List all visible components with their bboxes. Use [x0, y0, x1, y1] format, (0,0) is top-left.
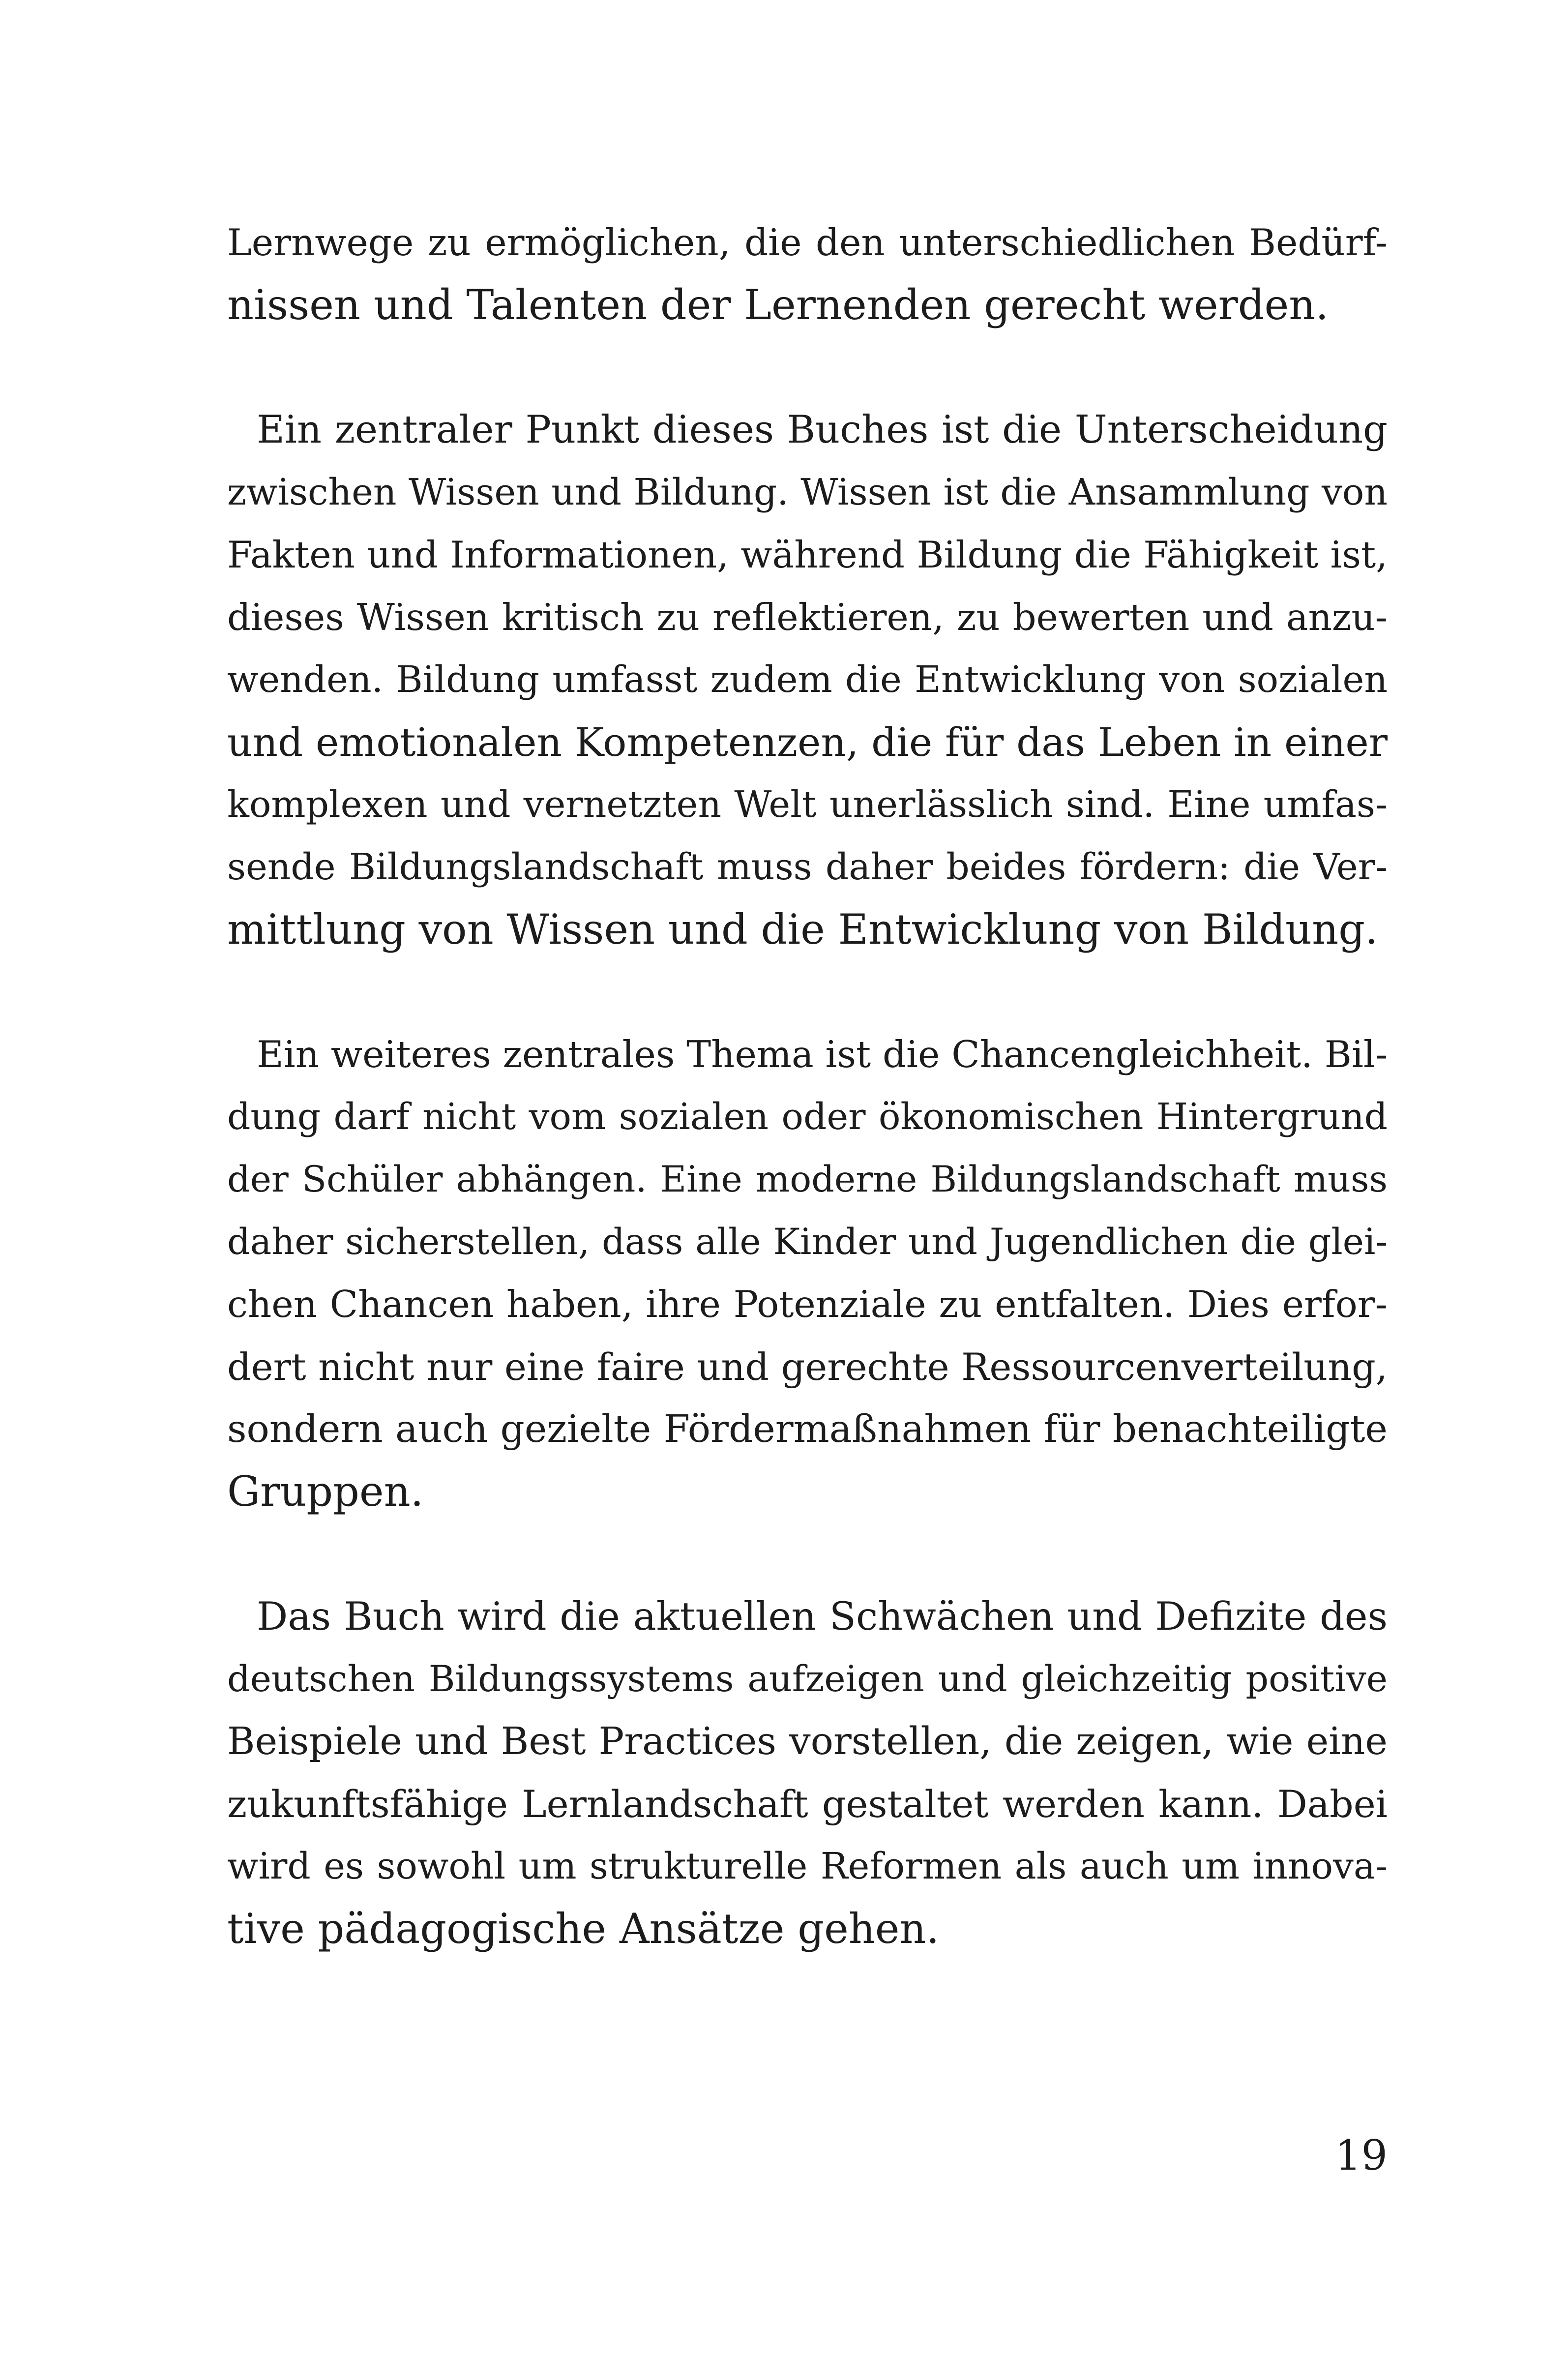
text-line: und emotionalen Kompetenzen, die für das Leben in einer: [227, 719, 1388, 765]
text-line: wird es sowohl um strukturelle Reformen als auch um innova-: [227, 1845, 1388, 1887]
text-line: dung darf nicht vom sozialen oder ökonomischen Hintergrund: [227, 1096, 1388, 1138]
text-line: mittlung von Wissen und die Entwicklung von Bildung.: [227, 905, 1378, 954]
text-line: deutschen Bildungssystems aufzeigen und gleichzeitig positive: [227, 1658, 1388, 1700]
text-line: chen Chancen haben, ihre Potenziale zu entfalten. Dies erfor-: [227, 1283, 1388, 1326]
text-line: Ein zentraler Punkt dieses Buches ist die Unterscheidung: [257, 408, 1388, 452]
text-line: komplexen und vernetzten Welt unerlässlich sind. Eine umfas-: [227, 783, 1388, 826]
page-number: 19: [1335, 2131, 1388, 2179]
text-line: Fakten und Informationen, während Bildung die Fähigkeit ist,: [227, 533, 1388, 576]
body-text: [227, 211, 1388, 1960]
paragraph: [227, 211, 1388, 336]
paragraph-gap: [227, 1523, 1388, 1585]
text-line: der Schüler abhängen. Eine moderne Bildungslandschaft muss: [227, 1159, 1388, 1200]
text-line: sondern auch gezielte Fördermaßnahmen für benachteiligte: [227, 1407, 1388, 1451]
paragraph-gap: [227, 961, 1388, 1023]
text-line: tive pädagogische Ansätze gehen.: [227, 1905, 940, 1953]
text-line: Ein weiteres zentrales Thema ist die Chancengleichheit. Bil-: [257, 1033, 1388, 1076]
paragraph: [227, 1023, 1388, 1523]
text-line: Beispiele und Best Practices vorstellen, die zeigen, wie eine: [227, 1720, 1388, 1763]
text-line: nissen und Talenten der Lernenden gerecht werden.: [227, 281, 1329, 329]
text-line: Gruppen.: [227, 1467, 424, 1516]
text-line: daher sicherstellen, dass alle Kinder und Jugendlichen die glei-: [227, 1221, 1388, 1263]
text-line: zwischen Wissen und Bildung. Wissen ist die Ansammlung von: [227, 471, 1388, 513]
text-line: sende Bildungslandschaft muss daher beides fördern: die Ver-: [227, 846, 1388, 888]
text-line: Das Buch wird die aktuellen Schwächen und Defizite des: [257, 1594, 1388, 1639]
text-line: dert nicht nur eine faire und gerechte Ressourcenverteilung,: [227, 1345, 1388, 1389]
text-line: zukunftsfähige Lernlandschaft gestaltet werden kann. Dabei: [227, 1782, 1388, 1826]
text-line: Lernwege zu ermöglichen, die den unterschiedlichen Bedürf-: [227, 221, 1388, 264]
paragraph: [227, 1585, 1388, 1960]
paragraph: [227, 399, 1388, 961]
paragraph-gap: [227, 336, 1388, 399]
text-line: dieses Wissen kritisch zu reflektieren, zu bewerten und anzu-: [227, 596, 1388, 639]
text-line: wenden. Bildung umfasst zudem die Entwicklung von sozialen: [227, 658, 1388, 701]
